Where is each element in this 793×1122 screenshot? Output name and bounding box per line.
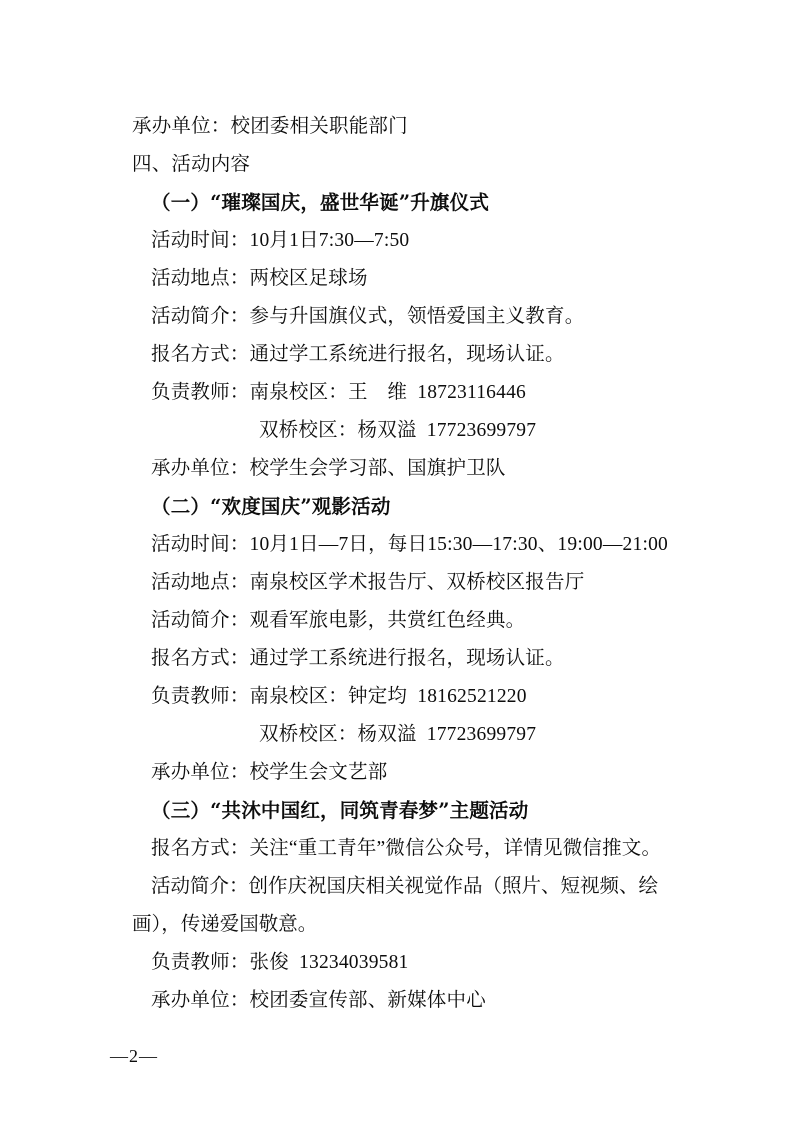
text-line-host-unit-3: 承办单位：校学生会文艺部 xyxy=(151,762,388,783)
text-line-activity-place-1: 活动地点：两校区足球场 xyxy=(151,268,368,289)
text-line-activity-time-1: 活动时间：10月1日7:30—7:50 xyxy=(151,230,410,251)
text-line-activity-place-2: 活动地点：南泉校区学术报告厅、双桥校区报告厅 xyxy=(151,572,585,593)
subsection-heading-two: （二）“欢度国庆”观影活动 xyxy=(151,495,391,518)
intro-3-text: 活动简介：创作庆祝国庆相关视觉作品（照片、短视频、绘画），传递爱国敬意。 xyxy=(132,876,659,935)
text-line-teacher-3: 负责教师：张俊 13234039581 xyxy=(151,952,409,973)
subsection-heading-three: （三）“共沐中国红，同筑青春梦”主题活动 xyxy=(151,799,529,822)
page-number: —2— xyxy=(110,1046,158,1066)
document-body xyxy=(132,108,668,1020)
text-line-host-unit-4: 承办单位：校团委宣传部、新媒体中心 xyxy=(151,990,486,1011)
text-line-host-unit-1: 承办单位：校团委相关职能部门 xyxy=(132,116,408,137)
text-line-teacher-2b: 双桥校区：杨双溢 17723699797 xyxy=(259,724,537,745)
text-line-signup-3: 报名方式：关注“重工青年”微信公众号，详情见微信推文。 xyxy=(151,838,662,859)
text-line-activity-intro-1: 活动简介：参与升国旗仪式，领悟爱国主义教育。 xyxy=(151,306,585,327)
text-line-teacher-2a: 负责教师：南泉校区：钟定均 18162521220 xyxy=(151,686,527,707)
text-line-section-four: 四、活动内容 xyxy=(132,154,251,175)
text-line-activity-intro-3 xyxy=(132,868,662,944)
text-line-activity-intro-2: 活动简介：观看军旅电影，共赏红色经典。 xyxy=(151,610,526,631)
text-line-signup-2: 报名方式：通过学工系统进行报名，现场认证。 xyxy=(151,648,565,669)
text-line-teacher-1b: 双桥校区：杨双溢 17723699797 xyxy=(259,420,537,441)
text-line-activity-time-2: 活动时间：10月1日—7日，每日15:30—17:30、19:00—21:00 xyxy=(151,534,668,555)
subsection-heading-one: （一）“璀璨国庆，盛世华诞”升旗仪式 xyxy=(151,191,490,214)
text-line-signup-1: 报名方式：通过学工系统进行报名，现场认证。 xyxy=(151,344,565,365)
text-line-teacher-1a: 负责教师：南泉校区：王 维 18723116446 xyxy=(151,382,526,403)
text-line-host-unit-2: 承办单位：校学生会学习部、国旗护卫队 xyxy=(151,458,506,479)
